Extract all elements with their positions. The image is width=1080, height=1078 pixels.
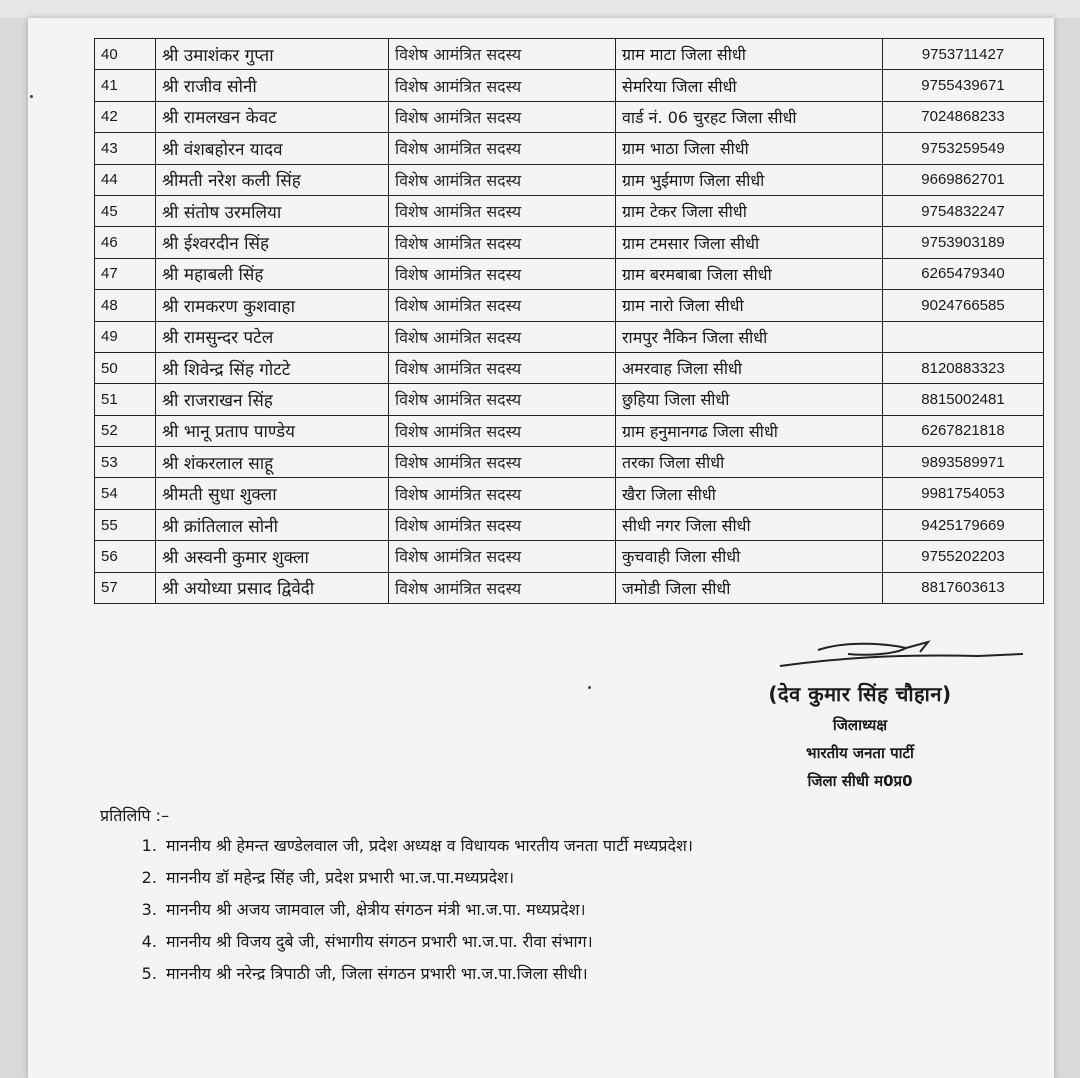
table-row [95, 415, 1044, 446]
list-item: 2. माननीय डॉ महेन्द्र सिंह जी, प्रदेश प्रभारी भा.ज.पा.मध्यप्रदेश। [162, 862, 693, 894]
member-role: विशेष आमंत्रित सदस्य [389, 101, 616, 132]
signatory-name: (देव कुमार सिंह चौहान) [768, 682, 952, 706]
member-name: श्री संतोष उरमलिया [156, 195, 389, 226]
member-address: ग्राम टमसार जिला सीधी [616, 227, 883, 258]
member-name: श्रीमती नरेश कली सिंह [156, 164, 389, 195]
member-name: श्री रामलखन केवट [156, 101, 389, 132]
member-address: वार्ड नं. 06 चुरहट जिला सीधी [616, 101, 883, 132]
member-role: विशेष आमंत्रित सदस्य [389, 133, 616, 164]
table-row [95, 447, 1044, 478]
member-role: विशेष आमंत्रित सदस्य [389, 227, 616, 258]
member-address: ग्राम भाठा जिला सीधी [616, 133, 883, 164]
table-row [95, 572, 1044, 603]
list-item: 4. माननीय श्री विजय दुबे जी, संभागीय संगठन प्रभारी भा.ज.पा. रीवा संभाग। [162, 926, 693, 958]
member-name: श्री रामकरण कुशवाहा [156, 290, 389, 321]
member-address: छुहिया जिला सीधी [616, 384, 883, 415]
scan-speck [30, 95, 33, 98]
member-role: विशेष आमंत्रित सदस्य [389, 509, 616, 540]
member-phone: 9754832247 [883, 195, 1044, 226]
serial-number: 51 [95, 384, 156, 415]
member-name: श्री वंशबहोरन यादव [156, 133, 389, 164]
member-phone: 9893589971 [883, 447, 1044, 478]
serial-number: 45 [95, 195, 156, 226]
member-phone: 9024766585 [883, 290, 1044, 321]
member-phone: 9753903189 [883, 227, 1044, 258]
member-name: श्री क्रांतिलाल सोनी [156, 509, 389, 540]
signature-mark [778, 632, 1028, 672]
member-phone: 9669862701 [883, 164, 1044, 195]
table-row [95, 290, 1044, 321]
member-role: विशेष आमंत्रित सदस्य [389, 258, 616, 289]
member-role: विशेष आमंत्रित सदस्य [389, 572, 616, 603]
list-item: 3. माननीय श्री अजय जामवाल जी, क्षेत्रीय संगठन मंत्री भा.ज.पा. मध्यप्रदेश। [162, 894, 693, 926]
member-role: विशेष आमंत्रित सदस्य [389, 384, 616, 415]
serial-number: 44 [95, 164, 156, 195]
member-address: तरका जिला सीधी [616, 447, 883, 478]
member-phone: 9981754053 [883, 478, 1044, 509]
table-row [95, 227, 1044, 258]
serial-number: 42 [95, 101, 156, 132]
member-role: विशेष आमंत्रित सदस्य [389, 164, 616, 195]
member-name: श्री शिवेन्द्र सिंह गोटटे [156, 352, 389, 383]
serial-number: 48 [95, 290, 156, 321]
table-row [95, 384, 1044, 415]
member-phone: 9755202203 [883, 541, 1044, 572]
member-phone: 9753711427 [883, 39, 1044, 70]
member-role: विशेष आमंत्रित सदस्य [389, 478, 616, 509]
list-item: 1. माननीय श्री हेमन्त खण्डेलवाल जी, प्रदेश अध्यक्ष व विधायक भारतीय जनता पार्टी मध्यप्रदेश। [162, 830, 693, 862]
member-address: खैरा जिला सीधी [616, 478, 883, 509]
table-row [95, 164, 1044, 195]
member-address: ग्राम नारो जिला सीधी [616, 290, 883, 321]
member-name: श्री राजराखन सिंह [156, 384, 389, 415]
member-address: ग्राम बरमबाबा जिला सीधी [616, 258, 883, 289]
serial-number: 47 [95, 258, 156, 289]
members-table [94, 38, 1044, 604]
member-phone: 9425179669 [883, 509, 1044, 540]
member-name: श्री शंकरलाल साहू [156, 447, 389, 478]
table-row [95, 541, 1044, 572]
member-phone: 9755439671 [883, 70, 1044, 101]
table-row [95, 70, 1044, 101]
member-address: ग्राम माटा जिला सीधी [616, 39, 883, 70]
serial-number: 55 [95, 509, 156, 540]
background-strip [0, 0, 1080, 18]
member-role: विशेष आमंत्रित सदस्य [389, 415, 616, 446]
member-name: श्री अस्वनी कुमार शुक्ला [156, 541, 389, 572]
member-name: श्री महाबली सिंह [156, 258, 389, 289]
member-name: श्री राजीव सोनी [156, 70, 389, 101]
member-name: श्री उमाशंकर गुप्ता [156, 39, 389, 70]
table-row [95, 509, 1044, 540]
member-address: जमोडी जिला सीधी [616, 572, 883, 603]
table-row [95, 195, 1044, 226]
member-name: श्री भानू प्रताप पाण्डेय [156, 415, 389, 446]
member-name: श्री ईश्वरदीन सिंह [156, 227, 389, 258]
copy-to-title: प्रतिलिपि :– [100, 806, 170, 825]
list-item: 5. माननीय श्री नरेन्द्र त्रिपाठी जी, जिला संगठन प्रभारी भा.ज.पा.जिला सीधी। [162, 958, 693, 990]
member-role: विशेष आमंत्रित सदस्य [389, 321, 616, 352]
member-phone: 6267821818 [883, 415, 1044, 446]
member-phone: 8815002481 [883, 384, 1044, 415]
scan-speck [588, 686, 591, 689]
serial-number: 49 [95, 321, 156, 352]
member-role: विशेष आमंत्रित सदस्य [389, 39, 616, 70]
table-row [95, 352, 1044, 383]
member-address: ग्राम टेकर जिला सीधी [616, 195, 883, 226]
serial-number: 52 [95, 415, 156, 446]
serial-number: 56 [95, 541, 156, 572]
member-phone: 7024868233 [883, 101, 1044, 132]
member-role: विशेष आमंत्रित सदस्य [389, 541, 616, 572]
signatory-block [700, 680, 1020, 791]
member-name: श्री अयोध्या प्रसाद द्विवेदी [156, 572, 389, 603]
member-name: श्री रामसुन्दर पटेल [156, 321, 389, 352]
serial-number: 54 [95, 478, 156, 509]
signatory-designation: जिलाध्यक्ष [832, 716, 888, 734]
table-row [95, 133, 1044, 164]
member-role: विशेष आमंत्रित सदस्य [389, 195, 616, 226]
member-phone: 8817603613 [883, 572, 1044, 603]
members-table-body [95, 39, 1044, 604]
table-row [95, 101, 1044, 132]
serial-number: 50 [95, 352, 156, 383]
member-role: विशेष आमंत्रित सदस्य [389, 290, 616, 321]
copy-to-list [132, 830, 693, 990]
table-row [95, 478, 1044, 509]
serial-number: 40 [95, 39, 156, 70]
member-address: अमरवाह जिला सीधी [616, 352, 883, 383]
signatory-party: भारतीय जनता पार्टी [806, 744, 914, 762]
serial-number: 46 [95, 227, 156, 258]
table-row [95, 39, 1044, 70]
member-role: विशेष आमंत्रित सदस्य [389, 352, 616, 383]
member-phone: 9753259549 [883, 133, 1044, 164]
member-phone: 8120883323 [883, 352, 1044, 383]
signatory-place: जिला सीधी म0प्र0 [807, 772, 913, 790]
serial-number: 41 [95, 70, 156, 101]
member-address: कुचवाही जिला सीधी [616, 541, 883, 572]
member-address: ग्राम हनुमानगढ जिला सीधी [616, 415, 883, 446]
member-phone [883, 321, 1044, 352]
member-address: सीधी नगर जिला सीधी [616, 509, 883, 540]
member-role: विशेष आमंत्रित सदस्य [389, 70, 616, 101]
member-role: विशेष आमंत्रित सदस्य [389, 447, 616, 478]
member-address: सेमरिया जिला सीधी [616, 70, 883, 101]
table-row [95, 258, 1044, 289]
serial-number: 53 [95, 447, 156, 478]
member-address: ग्राम भुईमाण जिला सीधी [616, 164, 883, 195]
serial-number: 57 [95, 572, 156, 603]
member-name: श्रीमती सुधा शुक्ला [156, 478, 389, 509]
table-row [95, 321, 1044, 352]
member-phone: 6265479340 [883, 258, 1044, 289]
member-address: रामपुर नैकिन जिला सीधी [616, 321, 883, 352]
serial-number: 43 [95, 133, 156, 164]
